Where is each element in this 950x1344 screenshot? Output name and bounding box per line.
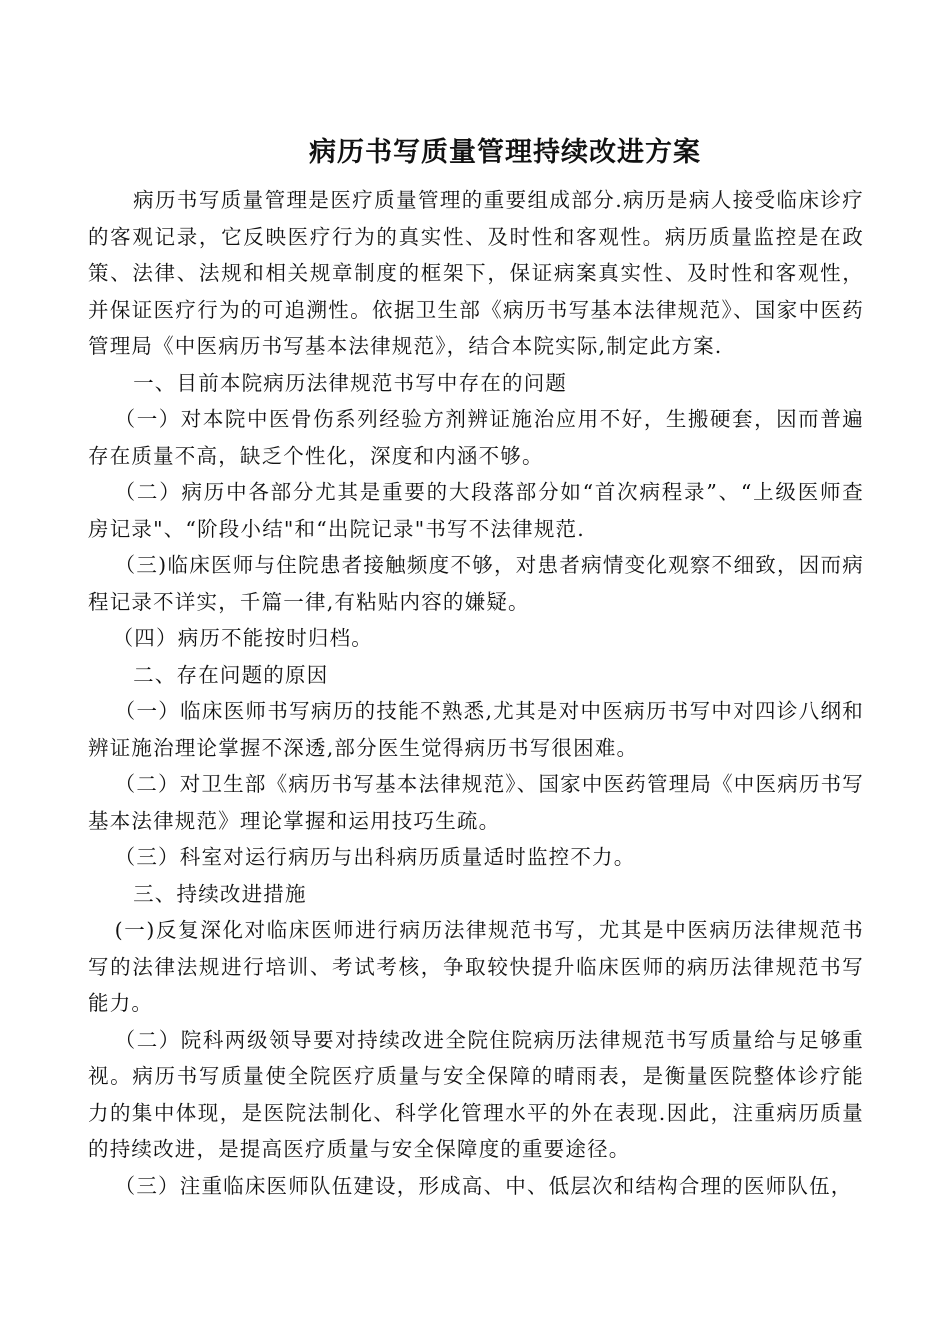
section-heading-2: 二、存在问题的原因	[133, 662, 329, 687]
problem-item-2: （二）病历中各部分尤其是重要的大段落部分如“首次病程录”、“上级医师查房记录"、“阶段小结"和“出院记录"书写不法律规范.	[88, 480, 864, 541]
measure-item-2: （二）院科两级领导要对持续改进全院住院病历法律规范书写质量给与足够重视。病历书写质量使全院医疗质量与安全保障的晴雨表，是衡量医院整体诊疗能力的集中体现，是医院法制化、科学化管理水平的外在表现.因此，注重病历质量的持续改进，是提高医疗质量与安全保障度的重要途径。	[88, 1027, 864, 1161]
cause-item-3: （三）科室对运行病历与出科病历质量适时监控不力。	[114, 845, 636, 869]
intro-paragraph: 病历书写质量管理是医疗质量管理的重要组成部分.病历是病人接受临床诊疗的客观记录，它反映医疗行为的真实性、及时性和客观性。病历质量监控是在政策、法律、法规和相关规章制度的框架下，保证病案真实性、及时性和客观性，并保证医疗行为的可追溯性。依据卫生部《病历书写基本法律规范》、国家中医药管理局《中医病历书写基本法律规范》，结合本院实际,制定此方案.	[88, 188, 864, 358]
measure-item-3: （三）注重临床医师队伍建设，形成高、中、低层次和结构合理的医师队伍，	[114, 1173, 853, 1198]
problem-item-1: （一）对本院中医骨伤系列经验方剂辨证施治应用不好，生搬硬套，因而普遍存在质量不高，缺乏个性化，深度和内涵不够。	[88, 407, 864, 468]
section-heading-3: 三、持续改进措施	[133, 881, 307, 906]
document-body	[88, 182, 864, 1204]
problem-item-3: （三)临床医师与住院患者接触频度不够，对患者病情变化观察不细致，因而病程记录不详实，千篇一律,有粘贴内容的嫌疑。	[88, 553, 864, 614]
cause-item-1: （一）临床医师书写病历的技能不熟悉,尤其是对中医病历书写中对四诊八纲和辨证施治理论掌握不深透,部分医生觉得病历书写很困难。	[88, 699, 864, 760]
cause-item-2: （二）对卫生部《病历书写基本法律规范》、国家中医药管理局《中医病历书写基本法律规范》理论掌握和运用技巧生疏。	[88, 772, 864, 833]
section-heading-1: 一、目前本院病历法律规范书写中存在的问题	[133, 370, 568, 395]
problem-item-4: （四）病历不能按时归档。	[112, 626, 373, 650]
measure-item-1: (一)反复深化对临床医师进行病历法律规范书写，尤其是中医病历法律规范书写的法律法规进行培训、考试考核，争取较快提升临床医师的病历法律规范书写能力。	[88, 918, 864, 1015]
page-title: 病历书写质量管理持续改进方案	[309, 137, 701, 168]
